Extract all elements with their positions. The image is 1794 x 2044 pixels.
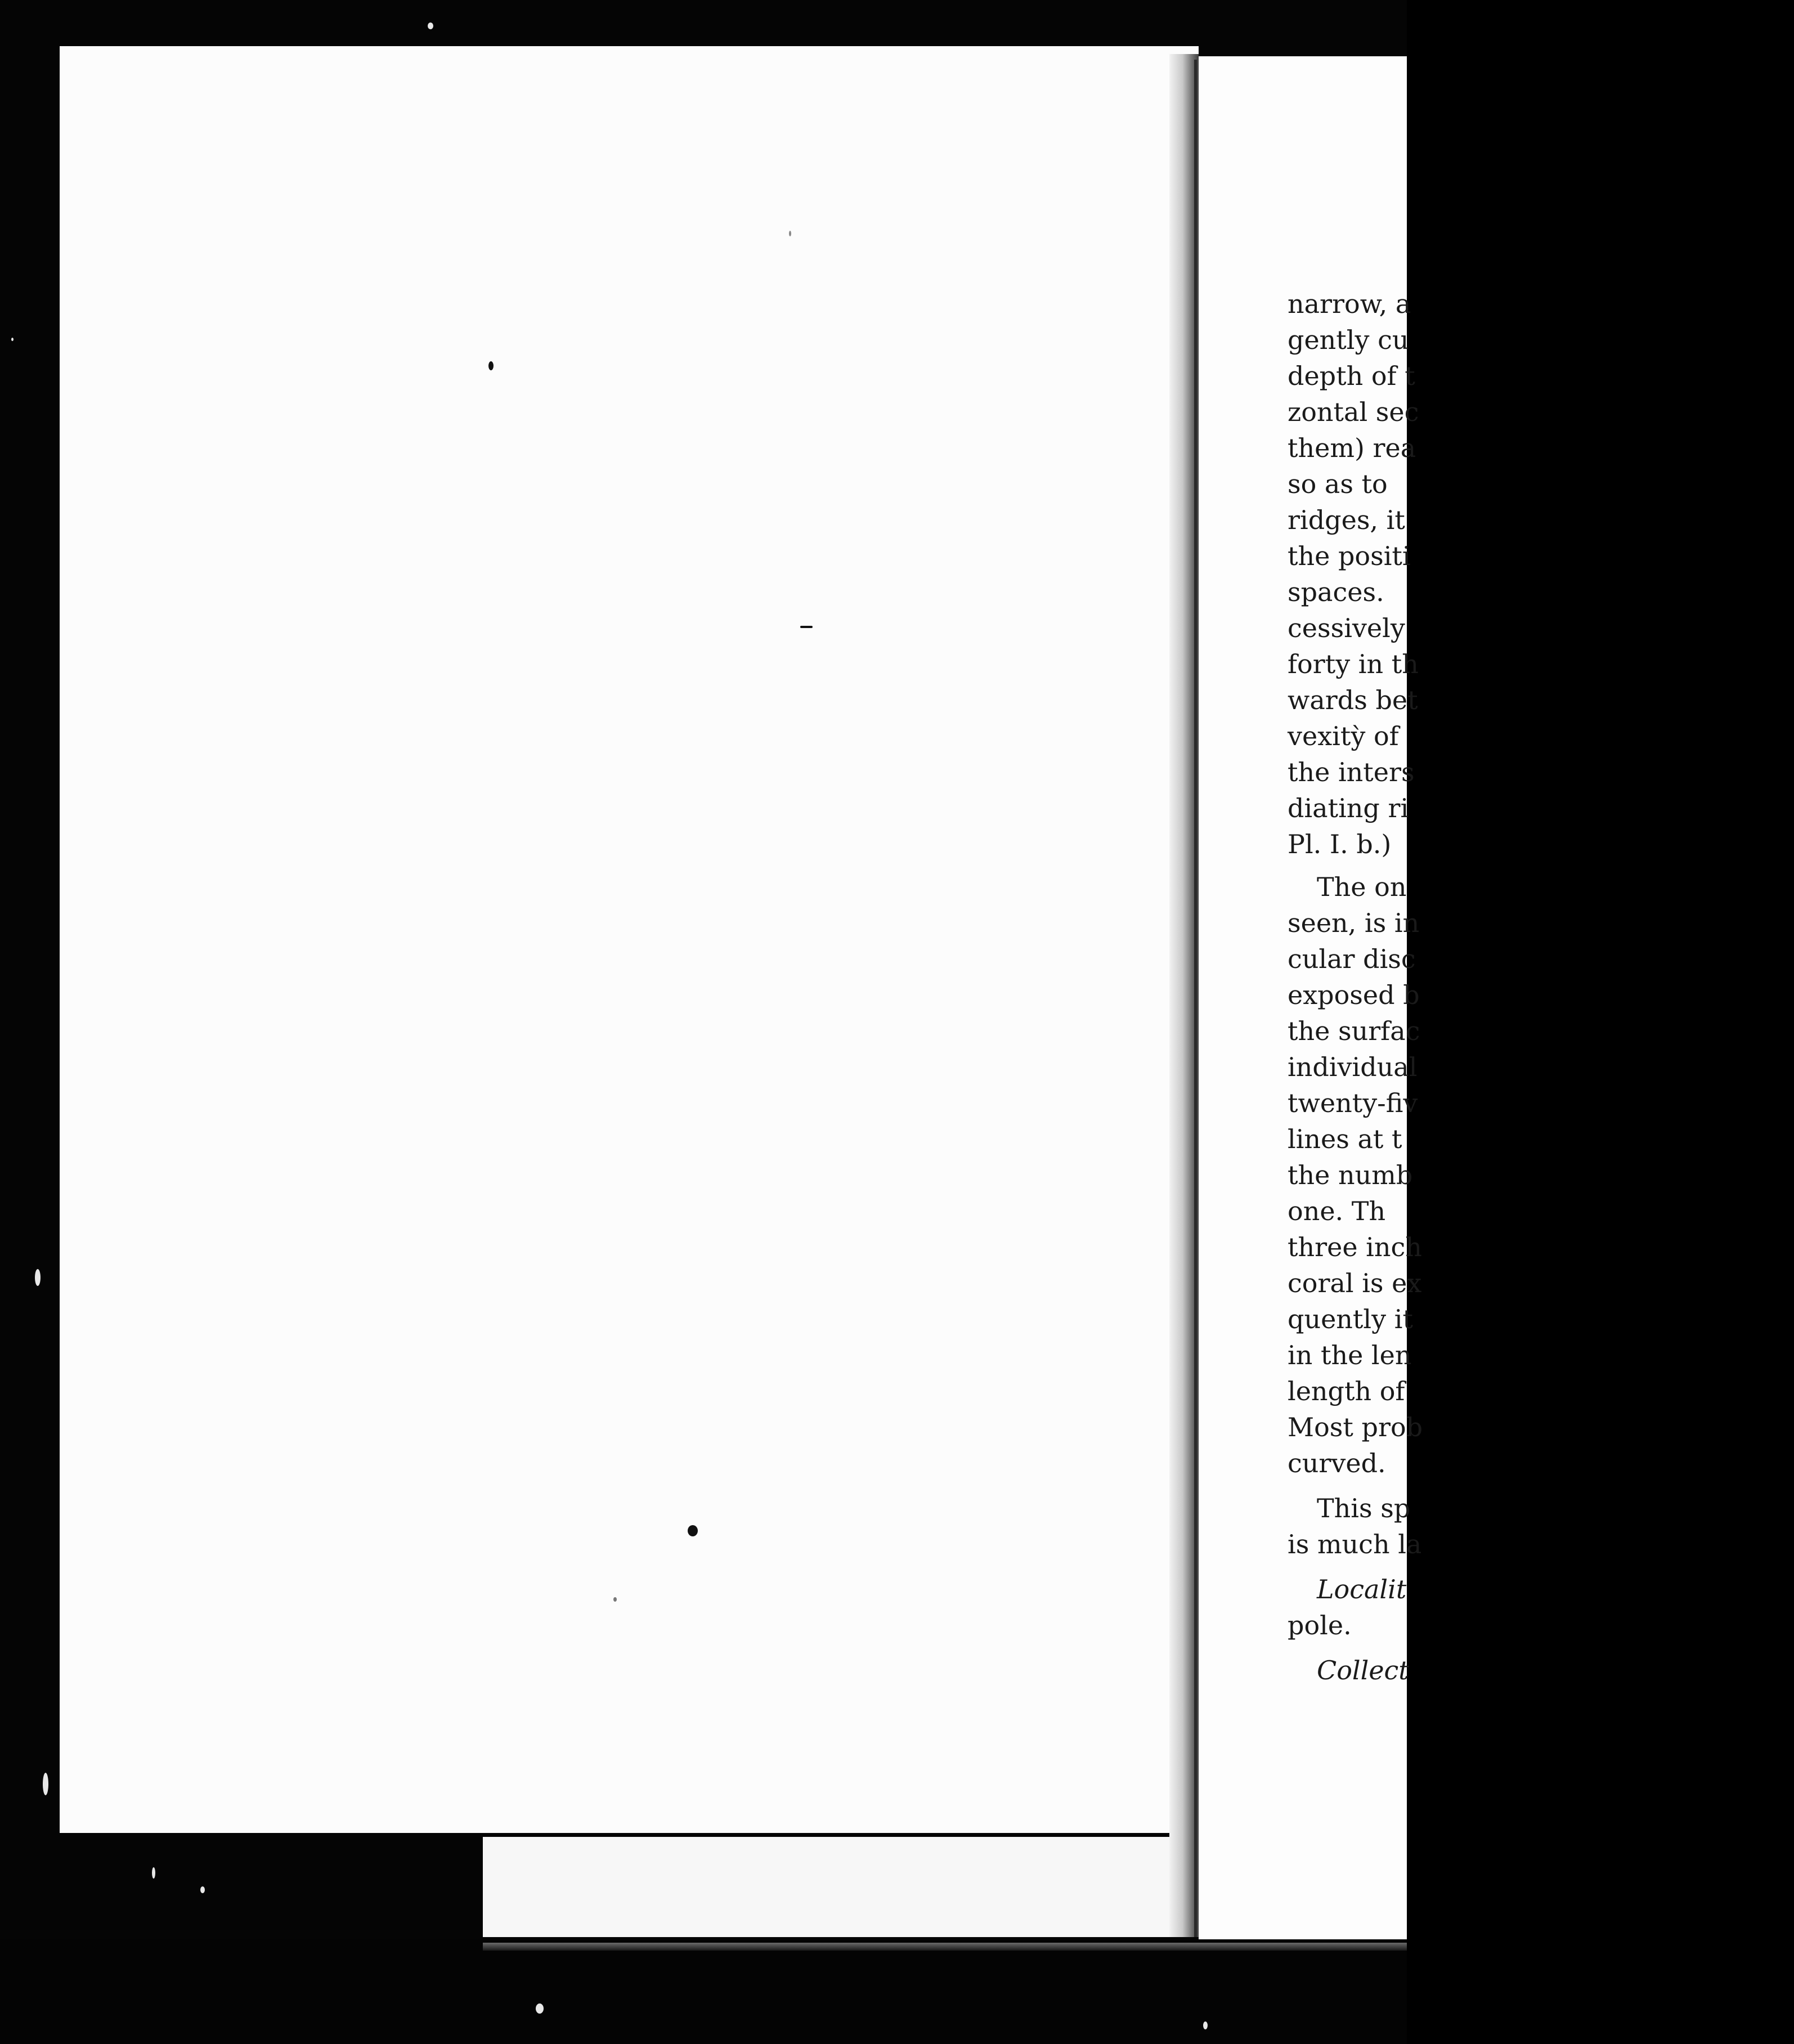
- text-line: forty in th: [1288, 649, 1419, 679]
- text-line: zontal sec: [1288, 397, 1419, 427]
- dust-speck: [35, 1269, 41, 1286]
- page-lower-edge: [483, 1837, 1175, 1937]
- text-line: Most prob: [1288, 1412, 1423, 1442]
- text-line: narrow, a: [1288, 289, 1411, 319]
- dust-speck: [1203, 2021, 1208, 2029]
- text-line: coral is ex: [1288, 1268, 1422, 1298]
- text-line: in the len: [1288, 1340, 1412, 1370]
- paragraph-start-line: The on: [1317, 872, 1407, 902]
- text-line: exposed b: [1288, 980, 1420, 1010]
- text-line: the positi: [1288, 541, 1411, 571]
- dust-speck: [43, 1773, 48, 1795]
- text-line: is much la: [1288, 1529, 1422, 1559]
- dust-speck: [536, 2003, 544, 2014]
- text-line: cular disc: [1288, 944, 1416, 974]
- text-line: seen, is in: [1288, 908, 1420, 938]
- text-line: so as to: [1288, 469, 1388, 499]
- collector-line: Collect: [1317, 1655, 1409, 1686]
- text-line: cessively: [1288, 613, 1405, 643]
- dust-speck: [152, 1867, 155, 1879]
- text-line: quently it: [1288, 1304, 1413, 1334]
- text-line: the numb: [1288, 1160, 1413, 1190]
- text-line: vexitỳ of: [1288, 721, 1399, 751]
- dust-speck: [613, 1597, 617, 1602]
- text-line: individual: [1288, 1052, 1418, 1082]
- dust-speck: [688, 1525, 698, 1536]
- paragraph-start-line: This sp: [1317, 1493, 1411, 1523]
- dust-speck: [488, 361, 494, 370]
- text-line: diating ri: [1288, 793, 1409, 823]
- right-text-page: [1199, 56, 1423, 1942]
- text-line: three inch: [1288, 1232, 1422, 1262]
- text-line: twenty-fiv: [1288, 1088, 1418, 1118]
- text-column: [1288, 286, 1794, 1688]
- dust-speck: [200, 1886, 205, 1893]
- gutter-line: [1194, 60, 1197, 1937]
- text-line: lines at t: [1288, 1124, 1402, 1154]
- text-line: the inters: [1288, 757, 1415, 787]
- text-line: ridges, it: [1288, 505, 1405, 535]
- text-line: curved.: [1288, 1448, 1386, 1478]
- text-line: the surfac: [1288, 1016, 1420, 1046]
- text-line: them) rea: [1288, 433, 1416, 463]
- dust-speck: [789, 231, 791, 236]
- text-line: length of: [1288, 1376, 1405, 1406]
- text-line: pole.: [1288, 1610, 1352, 1640]
- blank-left-page: [60, 46, 1199, 1833]
- scan-bottom-border: [0, 1939, 1407, 2044]
- dust-speck: [428, 23, 433, 29]
- text-line: one. Th: [1288, 1196, 1386, 1226]
- page-bottom-edge: [483, 1943, 1407, 1951]
- text-line: Pl. I. b.): [1288, 829, 1392, 859]
- locality-line: Localit: [1317, 1574, 1407, 1604]
- text-line: depth of t: [1288, 361, 1415, 391]
- dust-speck: [11, 338, 14, 341]
- text-line: spaces.: [1288, 577, 1384, 607]
- text-line: wards bet: [1288, 685, 1418, 715]
- dust-speck: [800, 626, 813, 628]
- text-line: gently cu: [1288, 325, 1409, 355]
